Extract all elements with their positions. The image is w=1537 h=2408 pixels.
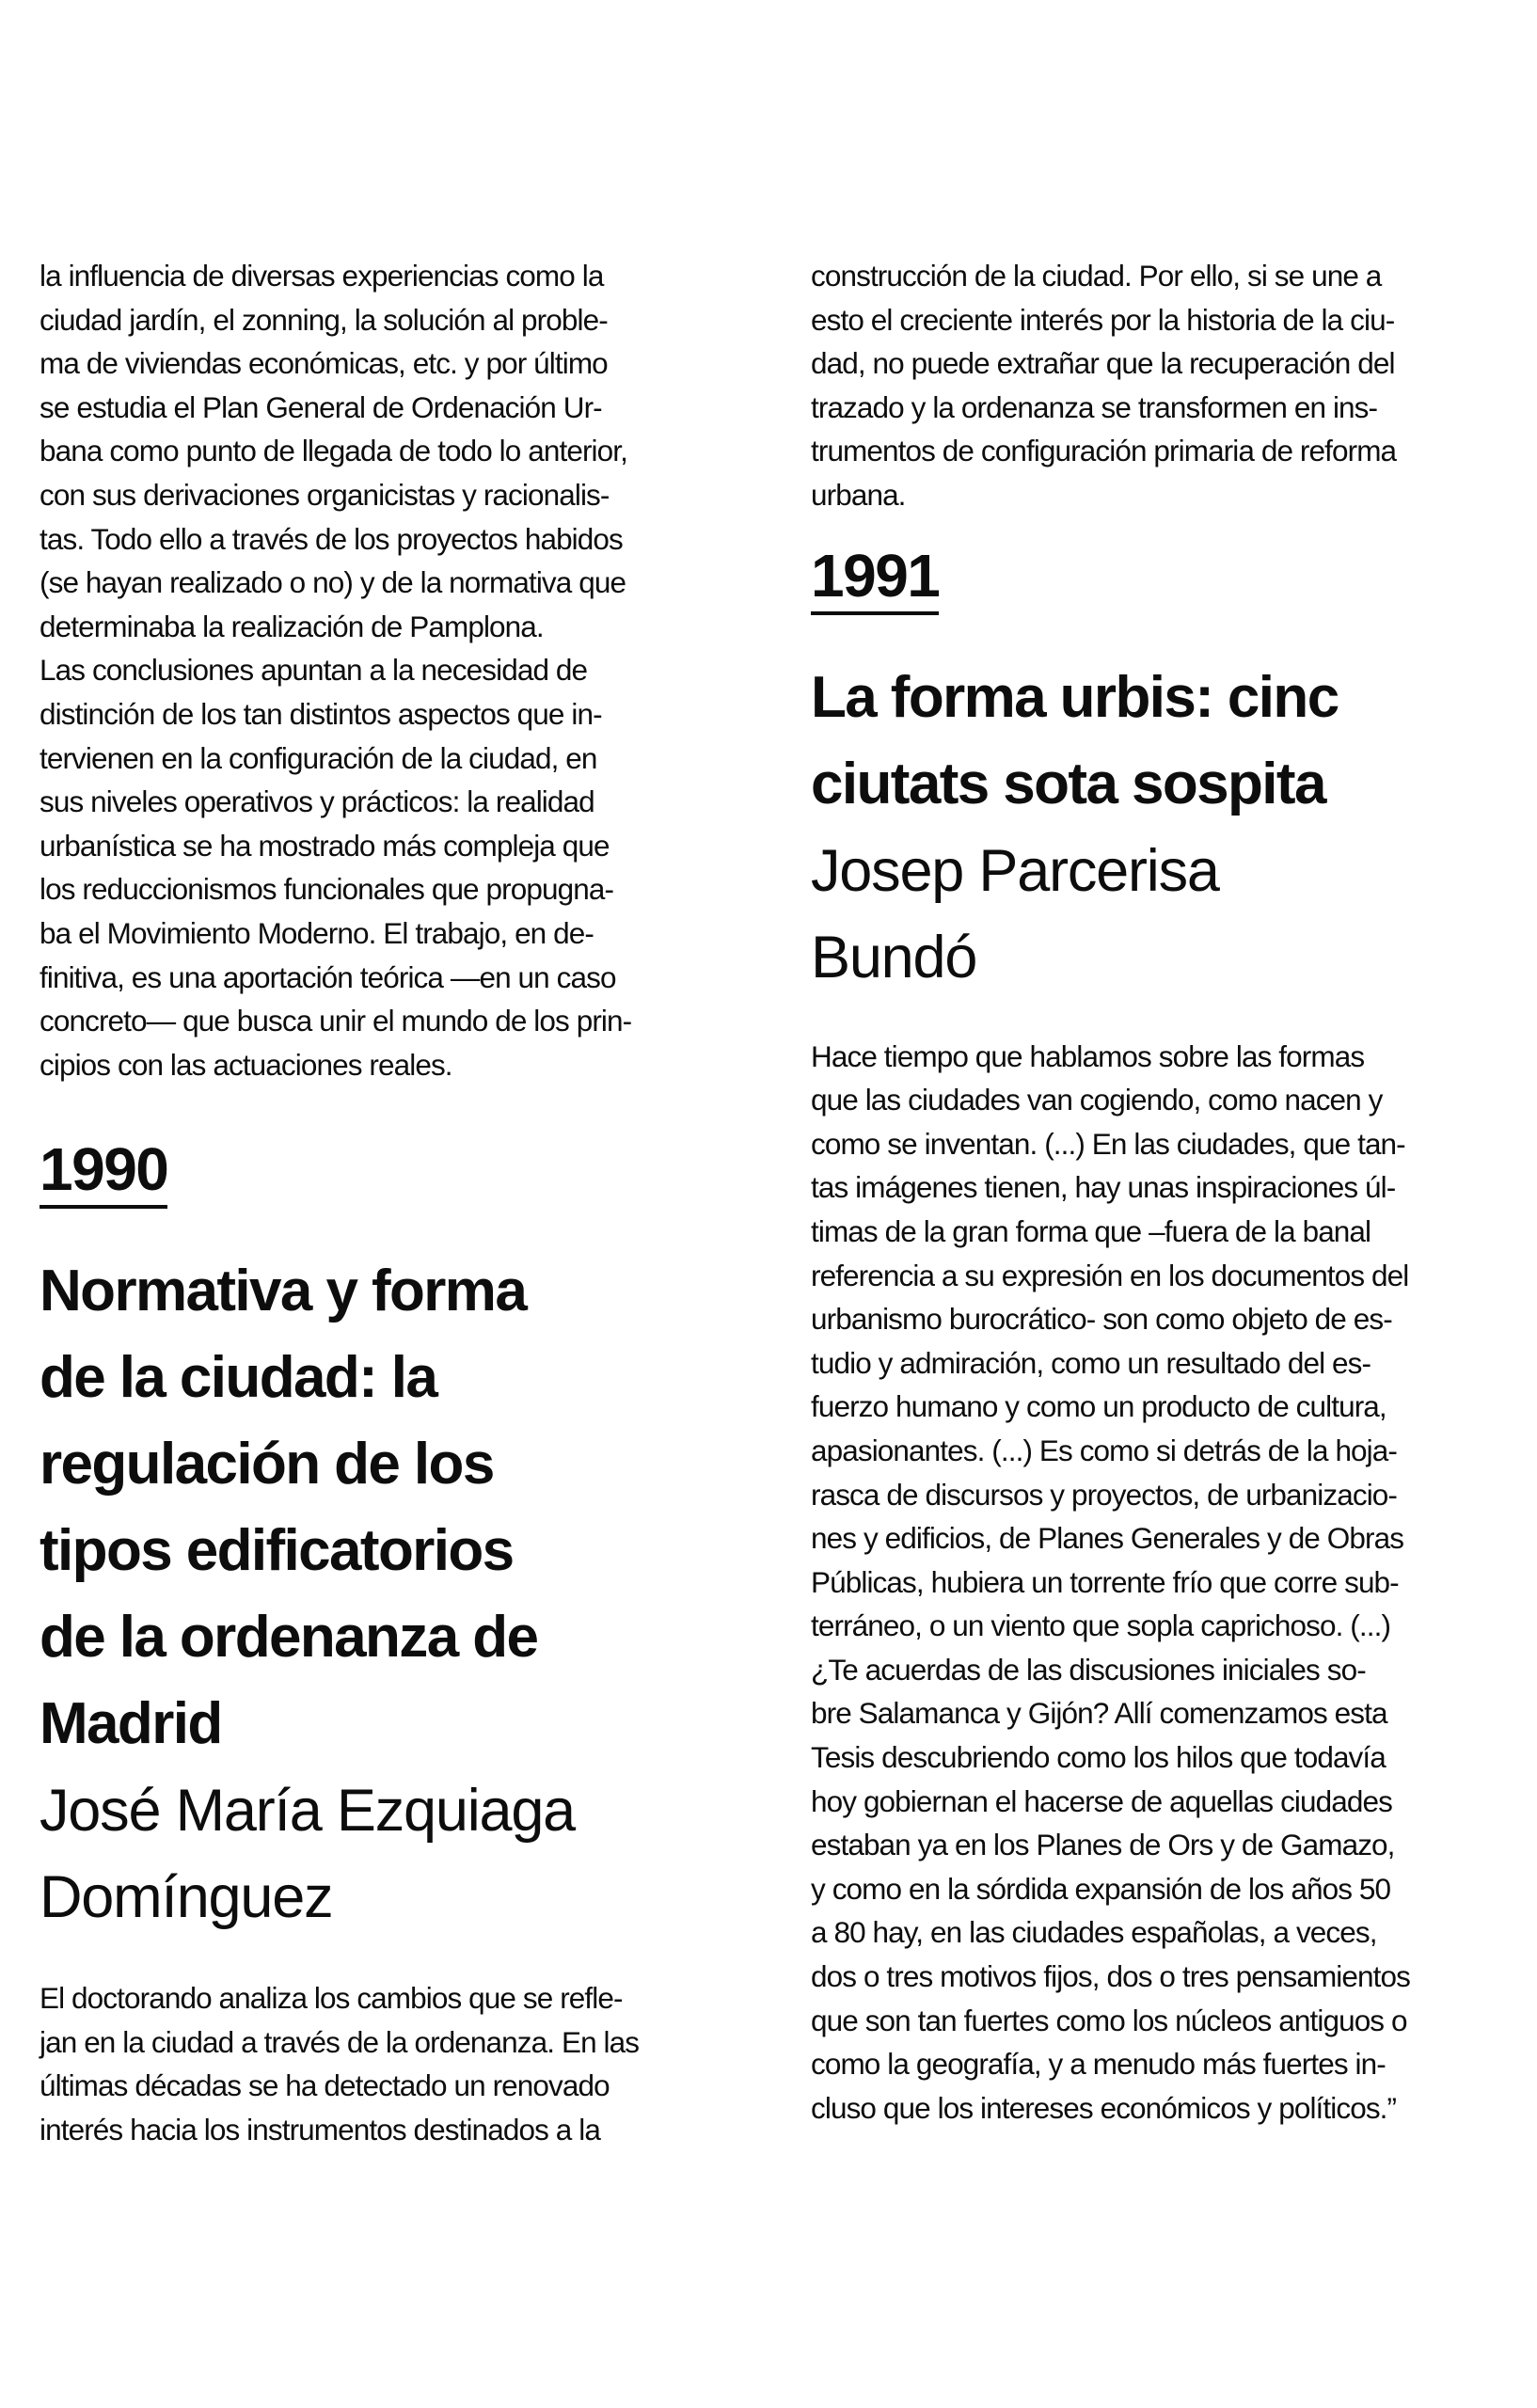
- text-line: ma de viviendas económicas, etc. y por último: [40, 346, 608, 381]
- text-line: apasionantes. (...) Es como si detrás de la hoja-: [811, 1433, 1397, 1467]
- text-line: tudio y admiración, como un resultado del es-: [811, 1345, 1371, 1380]
- text-line: nes y edificios, de Planes Generales y de Obras: [811, 1521, 1404, 1556]
- continuation-text: [811, 254, 1512, 517]
- thesis-abstract: [811, 1035, 1512, 2131]
- text-line: Hace tiempo que hablamos sobre las formas: [811, 1038, 1365, 1073]
- text-line: Tesis descubriendo como los hilos que todavía: [811, 1740, 1386, 1775]
- text-line: trazado y la ordenanza se transformen en ins-: [811, 389, 1378, 424]
- text-line: bana como punto de llegada de todo lo anterior,: [40, 434, 627, 468]
- text-line: urbana.: [811, 477, 906, 512]
- title-line: ciutats sota sospita: [811, 751, 1325, 816]
- thesis-title: [811, 655, 1512, 828]
- text-line: tervienen en la configuración de la ciudad, en: [40, 740, 597, 775]
- text-line: urbanismo burocrático- son como objeto de es-: [811, 1302, 1392, 1337]
- thesis-author: [811, 828, 1512, 1001]
- text-line: a 80 hay, en las ciudades españolas, a veces,: [811, 1915, 1377, 1950]
- text-line: últimas décadas se ha detectado un renovado: [40, 2068, 610, 2103]
- title-line: La forma urbis: cinc: [811, 664, 1339, 730]
- continuation-text-2: [40, 648, 740, 1086]
- text-line: hoy gobiernan el hacerse de aquellas ciudades: [811, 1783, 1392, 1818]
- author-line: Domínguez: [40, 1864, 333, 1931]
- text-line: que las ciudades van cogiendo, como nacen y: [811, 1083, 1383, 1117]
- text-line: los reduccionismos funcionales que propugna-: [40, 872, 614, 907]
- text-line: distinción de los tan distintos aspectos que in-: [40, 696, 602, 731]
- text-line: como la geografía, y a menudo más fuertes in-: [811, 2047, 1386, 2082]
- text-line: cipios con las actuaciones reales.: [40, 1047, 452, 1082]
- title-line: tipos edificatorios: [40, 1518, 514, 1584]
- continuation-text-1: [40, 254, 740, 648]
- thesis-title: [40, 1248, 740, 1767]
- year-heading: 1990: [40, 1139, 167, 1209]
- author-line: Bundó: [811, 924, 977, 990]
- text-line: que son tan fuertes como los núcleos antiguos o: [811, 2003, 1407, 2037]
- text-line: fuerzo humano y como un producto de cultura,: [811, 1389, 1386, 1424]
- text-line: tas. Todo ello a través de los proyectos habidos: [40, 521, 623, 556]
- text-line: estaban ya en los Planes de Ors y de Gamazo,: [811, 1828, 1395, 1862]
- text-line: concreto— que busca unir el mundo de los prin-: [40, 1004, 632, 1038]
- text-line: cluso que los intereses económicos y políticos.”: [811, 2090, 1397, 2125]
- text-line: sus niveles operativos y prácticos: la realidad: [40, 784, 594, 819]
- text-line: Las conclusiones apuntan a la necesidad de: [40, 653, 588, 688]
- year-heading: 1991: [811, 546, 939, 615]
- text-line: ¿Te acuerdas de las discusiones iniciales so-: [811, 1652, 1366, 1687]
- text-line: esto el creciente interés por la historia de la ciu-: [811, 302, 1395, 337]
- author-line: Josep Parcerisa: [811, 837, 1219, 904]
- text-line: la influencia de diversas experiencias como la: [40, 259, 604, 293]
- text-line: tas imágenes tienen, hay unas inspiraciones úl-: [811, 1170, 1396, 1205]
- text-line: urbanística se ha mostrado más compleja que: [40, 828, 610, 863]
- text-line: finitiva, es una aportación teórica —en un caso: [40, 959, 616, 994]
- thesis-author: [40, 1767, 740, 1941]
- text-line: Públicas, hubiera un torrente frío que corre sub-: [811, 1564, 1399, 1599]
- text-line: rasca de discursos y proyectos, de urbanizacio-: [811, 1477, 1398, 1512]
- text-line: terráneo, o un viento que sopla caprichoso. (...): [811, 1608, 1391, 1643]
- text-line: dos o tres motivos fijos, dos o tres pensamientos: [811, 1959, 1410, 1994]
- title-line: Normativa y forma: [40, 1259, 527, 1324]
- left-column: [40, 254, 740, 2152]
- text-line: referencia a su expresión en los documentos del: [811, 1258, 1409, 1292]
- text-line: jan en la ciudad a través de la ordenanza. En las: [40, 2024, 640, 2059]
- entry-1990: [40, 1135, 740, 2151]
- text-line: bre Salamanca y Gijón? Allí comenzamos esta: [811, 1696, 1387, 1731]
- title-line: de la ordenanza de: [40, 1605, 538, 1671]
- text-line: trumentos de configuración primaria de reforma: [811, 434, 1397, 468]
- text-line: ba el Movimiento Moderno. El trabajo, en de-: [40, 915, 594, 950]
- text-line: con sus derivaciones organicistas y racionalis-: [40, 477, 610, 512]
- text-line: construcción de la ciudad. Por ello, si se une a: [811, 259, 1382, 293]
- text-line: ciudad jardín, el zonning, la solución al proble-: [40, 302, 608, 337]
- thesis-abstract: [40, 1976, 740, 2151]
- text-line: (se hayan realizado o no) y de la normativa que: [40, 565, 626, 600]
- text-line: dad, no puede extrañar que la recuperación del: [811, 346, 1395, 381]
- text-line: El doctorando analiza los cambios que se refle-: [40, 1981, 623, 2016]
- text-line: se estudia el Plan General de Ordenación Ur-: [40, 389, 602, 424]
- title-line: regulación de los: [40, 1432, 494, 1497]
- text-line: determinaba la realización de Pamplona.: [40, 609, 544, 643]
- right-column: [811, 254, 1512, 2130]
- text-line: y como en la sórdida expansión de los años 50: [811, 1871, 1391, 1906]
- text-line: interés hacia los instrumentos destinados a la: [40, 2113, 600, 2147]
- entry-1991: [811, 541, 1512, 2131]
- author-line: José María Ezquiaga: [40, 1778, 576, 1845]
- title-line: Madrid: [40, 1691, 222, 1757]
- title-line: de la ciudad: la: [40, 1345, 437, 1411]
- text-line: timas de la gran forma que –fuera de la banal: [811, 1213, 1371, 1248]
- text-line: como se inventan. (...) En las ciudades, que tan-: [811, 1126, 1405, 1161]
